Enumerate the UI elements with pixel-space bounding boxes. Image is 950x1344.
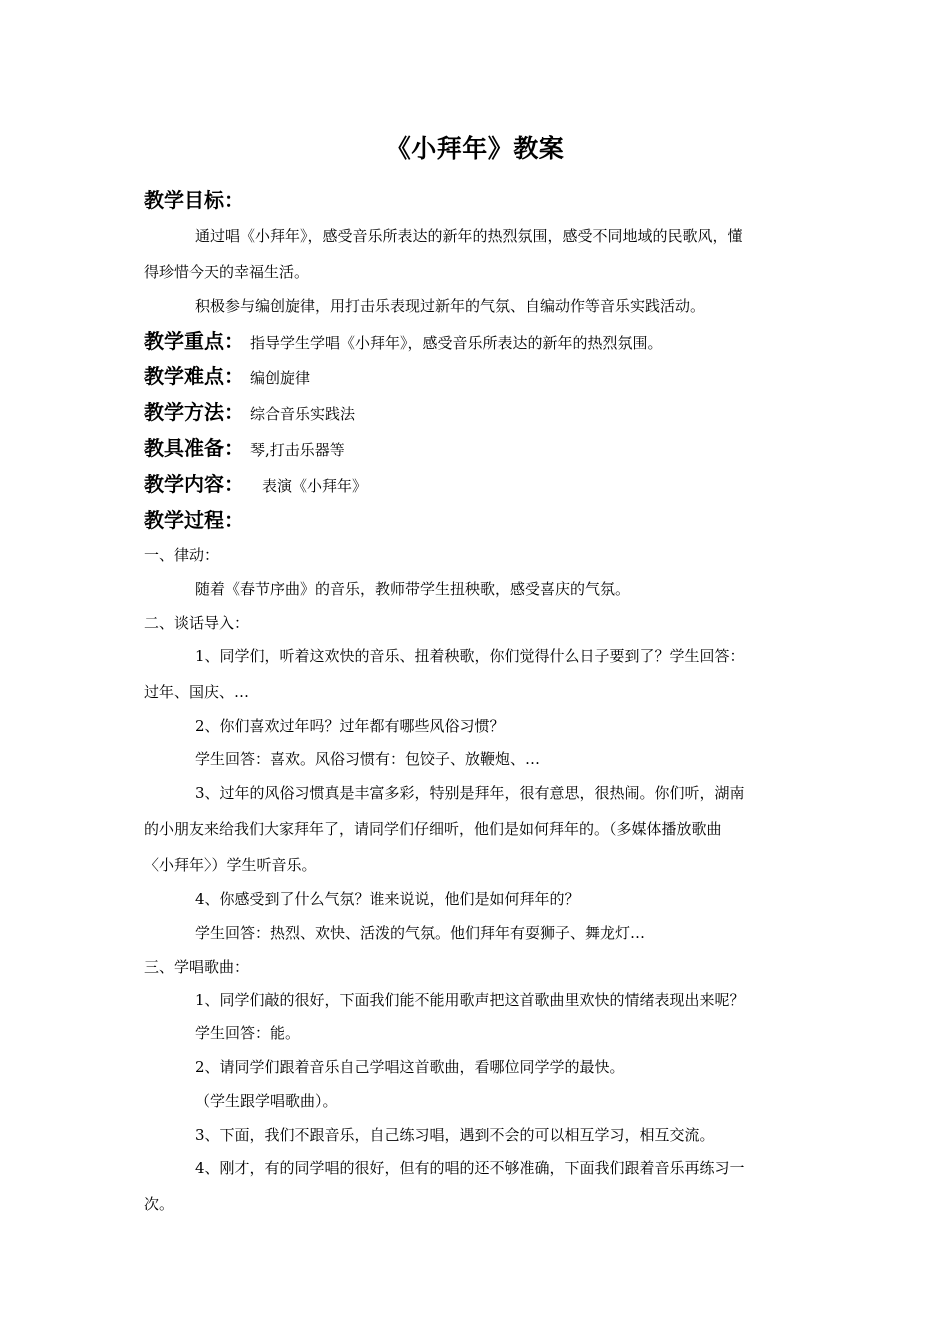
section-2-line-5: 3、过年的风俗习惯真是丰富多彩，特别是拜年，很有意思，很热闹。你们听，湖南 bbox=[195, 784, 745, 802]
section-1-line-1: 随着《春节序曲》的音乐，教师带学生扭秧歌，感受喜庆的气氛。 bbox=[195, 580, 631, 598]
heading-content bbox=[144, 470, 367, 500]
heading-focus bbox=[144, 327, 663, 357]
section-3-title: 三、学唱歌曲： bbox=[144, 958, 250, 976]
section-2-line-6: 的小朋友来给我们大家拜年了，请同学们仔细听，他们是如何拜年的。（多媒体播放歌曲 bbox=[144, 820, 722, 838]
goals-line-1: 通过唱《小拜年》，感受音乐所表达的新年的热烈氛围，感受不同地域的民歌风，懂 bbox=[195, 227, 743, 245]
section-3-line-6: 4、刚才，有的同学唱的很好，但有的唱的还不够准确，下面我们跟着音乐再练习一 bbox=[195, 1159, 745, 1177]
heading-difficulty-label: 教学难点： bbox=[144, 364, 244, 388]
section-2-line-3: 2、你们喜欢过年吗？过年都有哪些风俗习惯？ bbox=[195, 717, 505, 735]
section-2-line-4: 学生回答：喜欢。风俗习惯有：包饺子、放鞭炮、… bbox=[195, 750, 541, 768]
section-3-line-2: 学生回答：能。 bbox=[195, 1024, 301, 1042]
heading-process-label: 教学过程： bbox=[144, 508, 244, 532]
section-2-title: 二、谈话导入： bbox=[144, 614, 250, 632]
heading-content-value: 表演《小拜年》 bbox=[262, 477, 368, 495]
section-2-line-2: 过年、国庆、… bbox=[144, 683, 250, 701]
section-3-line-5: 3、下面，我们不跟音乐，自己练习唱，遇到不会的可以相互学习，相互交流。 bbox=[195, 1126, 715, 1144]
heading-method-value: 综合音乐实践法 bbox=[250, 405, 356, 423]
section-2-line-1: 1、同学们，听着这欢快的音乐、扭着秧歌，你们觉得什么日子要到了？学生回答： bbox=[195, 647, 745, 665]
document-title: 《小拜年》教案 bbox=[385, 134, 565, 163]
section-2-line-7: 〈小拜年〉）学生听音乐。 bbox=[144, 856, 317, 874]
heading-focus-label: 教学重点： bbox=[144, 329, 244, 353]
heading-tools bbox=[144, 434, 345, 464]
goals-line-2: 得珍惜今天的幸福生活。 bbox=[144, 263, 310, 281]
heading-method-label: 教学方法： bbox=[144, 400, 244, 424]
heading-difficulty bbox=[144, 362, 310, 392]
section-3-line-3: 2、请同学们跟着音乐自己学唱这首歌曲，看哪位同学学的最快。 bbox=[195, 1058, 625, 1076]
heading-focus-value: 指导学生学唱《小拜年》，感受音乐所表达的新年的热烈氛围。 bbox=[250, 334, 663, 352]
section-2-line-8: 4、你感受到了什么气氛？谁来说说，他们是如何拜年的？ bbox=[195, 890, 580, 908]
section-3-line-7: 次。 bbox=[144, 1195, 175, 1213]
heading-difficulty-value: 编创旋律 bbox=[250, 369, 311, 387]
section-3-line-4: （学生跟学唱歌曲）。 bbox=[195, 1092, 338, 1110]
heading-method bbox=[144, 398, 355, 428]
goals-line-3: 积极参与编创旋律，用打击乐表现过新年的气氛、自编动作等音乐实践活动。 bbox=[195, 297, 706, 315]
heading-process bbox=[144, 506, 244, 534]
heading-goals bbox=[144, 186, 244, 214]
heading-tools-label: 教具准备： bbox=[144, 436, 244, 460]
heading-tools-value: 琴,打击乐器等 bbox=[250, 441, 345, 459]
heading-content-label: 教学内容： bbox=[144, 472, 244, 496]
section-1-title: 一、律动： bbox=[144, 546, 220, 564]
section-3-line-1: 1、同学们敲的很好，下面我们能不能用歌声把这首歌曲里欢快的情绪表现出来呢？ bbox=[195, 991, 745, 1009]
heading-goals-label: 教学目标： bbox=[144, 188, 244, 212]
section-2-line-9: 学生回答：热烈、欢快、活泼的气氛。他们拜年有耍狮子、舞龙灯… bbox=[195, 924, 646, 942]
